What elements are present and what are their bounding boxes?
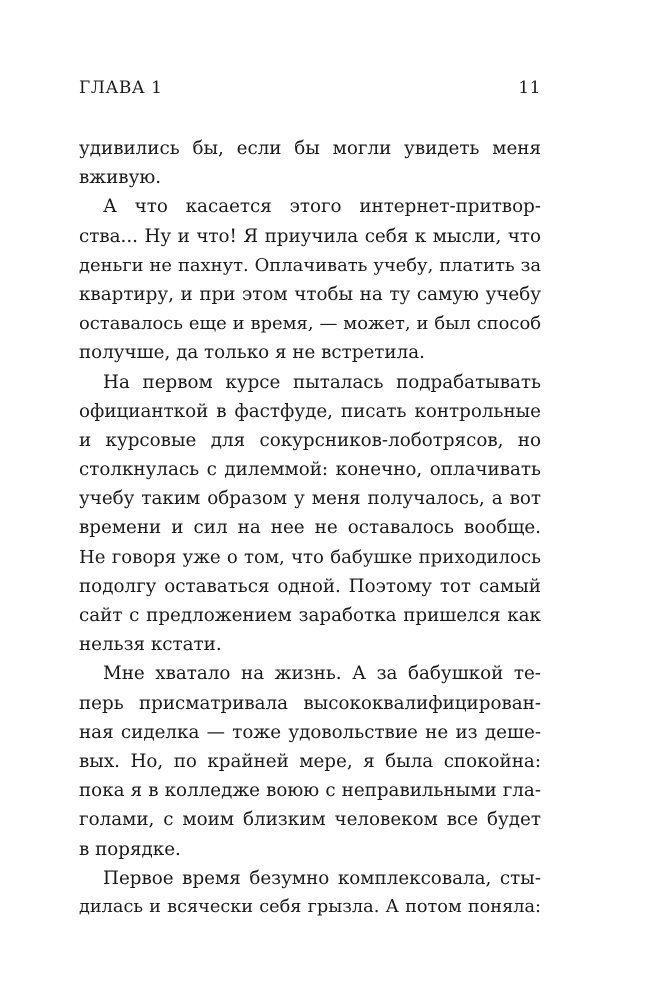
text-line: сайт с предложением заработка пришелся как (79, 605, 541, 626)
running-header (79, 78, 541, 108)
text-line: ная сиделка — тоже удовольствие не из деше- (79, 721, 541, 743)
text-line: Первое время безумно комплексовала, сты- (103, 867, 541, 889)
text-line: Мне хватало на жизнь. А за бабушкой те- (103, 663, 541, 685)
text-line: дилась и всячески себя грызла. А потом поняла: (79, 896, 541, 917)
text-line: ства... Ну и что! Я приучила себя к мысли, что (79, 225, 541, 247)
text-line: квартиру, и при этом чтобы на ту самую учебу (79, 283, 541, 305)
text-line: голами, с моим близким человеком все будет (79, 809, 541, 831)
text-line: пока я в колледже воюю с неправильными гла- (79, 780, 541, 802)
text-line: получше, да только я не встретила. (79, 342, 425, 364)
text-line: столкнулась с дилеммой: конечно, оплачивать (79, 459, 541, 481)
text-line: удивились бы, если бы могли увидеть меня (79, 138, 541, 159)
text-line: в порядке. (79, 838, 181, 860)
text-line: Не говоря уже о том, что бабушке приходилось (79, 546, 541, 568)
text-line: нельзя кстати. (79, 634, 222, 656)
text-line: деньги не пахнут. Оплачивать учебу, платить за (79, 254, 541, 276)
text-line: вживую. (79, 167, 162, 189)
text-line: и курсовые для сокурсников-лоботрясов, но (79, 429, 541, 451)
text-line: вых. Но, по крайней мере, я была спокойна: (79, 750, 541, 772)
chapter-title: ГЛАВА 1 (79, 78, 163, 98)
text-line: А что касается этого интернет-притвор- (103, 196, 541, 218)
text-line: перь присматривала высококвалифицирован- (79, 692, 541, 714)
text-line: оставалось еще и время, — может, и был способ (79, 313, 541, 335)
text-line: учебу таким образом у меня получалось, а вот (79, 488, 541, 510)
text-line: времени и сил на нее не оставалось вообще. (79, 517, 541, 539)
text-line: На первом курсе пыталась подрабатывать (103, 371, 541, 393)
page-number: 11 (518, 78, 541, 98)
text-line: подолгу оставаться одной. Поэтому тот самый (79, 575, 541, 597)
body-text (79, 134, 541, 922)
text-line: официанткой в фастфуде, писать контрольные (79, 400, 541, 422)
